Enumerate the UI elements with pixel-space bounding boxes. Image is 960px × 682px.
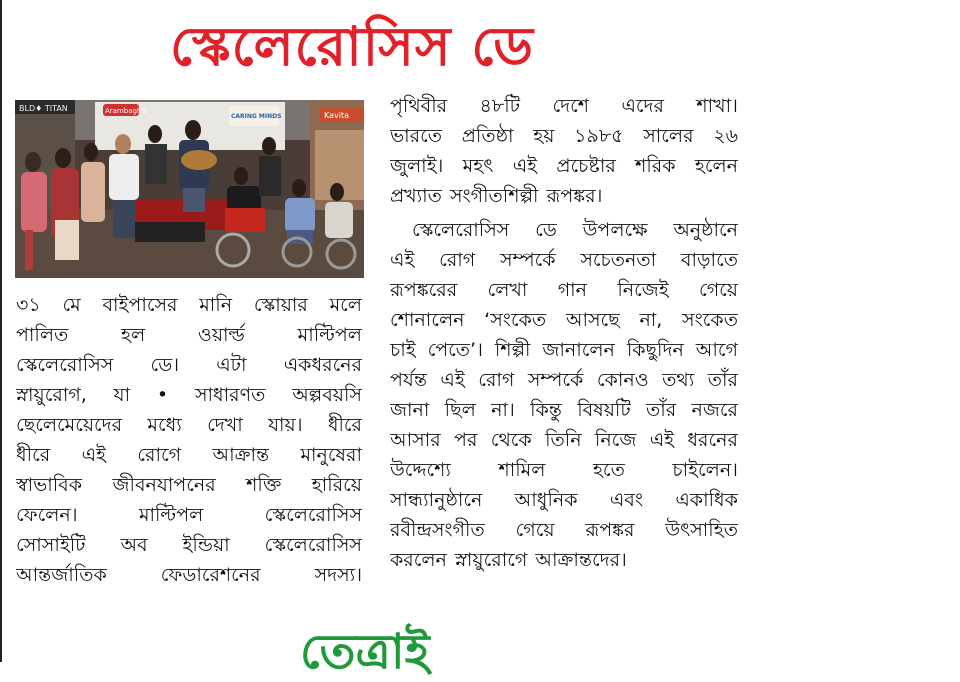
text-line: জুলাই। মহৎ এই প্রচেষ্টার শরিক হলেন (390, 155, 738, 177)
text-line: পালিত হল ওয়ার্ল্ড মাল্টিপল (16, 324, 362, 346)
text-line: এই রোগ সম্পর্কে সচেতনতা বাড়াতে (390, 249, 738, 271)
text-line: রবীন্দ্রসংগীত গেয়ে রূপঙ্কর উৎসাহিত (390, 519, 738, 541)
section-logo: তেত্রাই (300, 624, 430, 680)
page-left-rule (0, 0, 2, 662)
text-line: ধীরে এই রোগে আক্রান্ত মানুষেরা (16, 444, 362, 466)
photo-banner-caring: CARING MINDS (231, 113, 282, 120)
text-line: স্কেলেরোসিস ডে। এটা একধরনের (16, 354, 362, 376)
text-line: আসার পর থেকে তিনি নিজে এই ধরনের (390, 429, 738, 451)
text-line: পৃথিবীর ৪৮টি দেশে এদের শাখা। (390, 95, 738, 117)
text-line: রূপঙ্করের লেখা গান নিজেই গেয়ে (390, 279, 738, 301)
text-line: শোনালেন ‘সংকেত আসছে না, সংকেত (390, 309, 738, 331)
photo-sign-right: Kavita (324, 111, 350, 120)
left-text-column (16, 290, 362, 590)
text-line: আন্তর্জাতিক ফেডারেশনের সদস্য। (16, 564, 362, 586)
text-line: ফেলেন। মাল্টিপল স্কেলেরোসিস (16, 504, 362, 526)
text-line: চাই পেতে’। শিল্পী জানালেন কিছুদিন আগে (390, 339, 738, 361)
photo-banner-brand: Arambagh's (105, 107, 147, 115)
text-line: করলেন স্নায়ুরোগে আক্রান্তদের। (390, 549, 627, 571)
event-photo (15, 100, 364, 278)
text-line: ভারতে প্রতিষ্ঠা হয় ১৯৮৫ সালের ২৬ (390, 125, 738, 147)
text-line: জানা ছিল না। কিন্তু বিষয়টি তাঁর নজরে (390, 399, 738, 421)
text-line: পর্যন্ত এই রোগ সম্পর্কে কোনও তথ্য তাঁর (390, 369, 738, 391)
text-line: সোসাইটি অব ইন্ডিয়া স্কেলেরোসিস (16, 534, 362, 556)
text-line: ছেলেমেয়েদের মধ্যে দেখা যায়। ধীরে (16, 414, 362, 436)
text-line: প্রখ্যাত সংগীতশিল্পী রূপঙ্কর। (390, 185, 603, 207)
text-line: স্নায়ুরোগ, যা • সাধারণত অল্পবয়সি (16, 384, 362, 406)
text-line: সান্ধ্যানুষ্ঠানে আধুনিক এবং একাধিক (390, 489, 738, 511)
photo-sign-left: BLD♦ TITAN (19, 104, 68, 113)
paragraph-2 (390, 215, 738, 575)
text-line: উদ্দেশ্যে শামিল হতে চাইলেন। (390, 459, 738, 481)
headline: স্কেলেরোসিস ডে (170, 14, 535, 78)
text-line: স্বাভাবিক জীবনযাপনের শক্তি হারিয়ে (16, 474, 362, 496)
right-text-column (390, 91, 738, 575)
text-line: স্কেলেরোসিস ডে উপলক্ষে অনুষ্ঠানে (412, 219, 738, 241)
text-line: ৩১ মে বাইপাসের মানি স্কোয়ার মলে (16, 294, 362, 316)
paragraph-1 (390, 91, 738, 211)
